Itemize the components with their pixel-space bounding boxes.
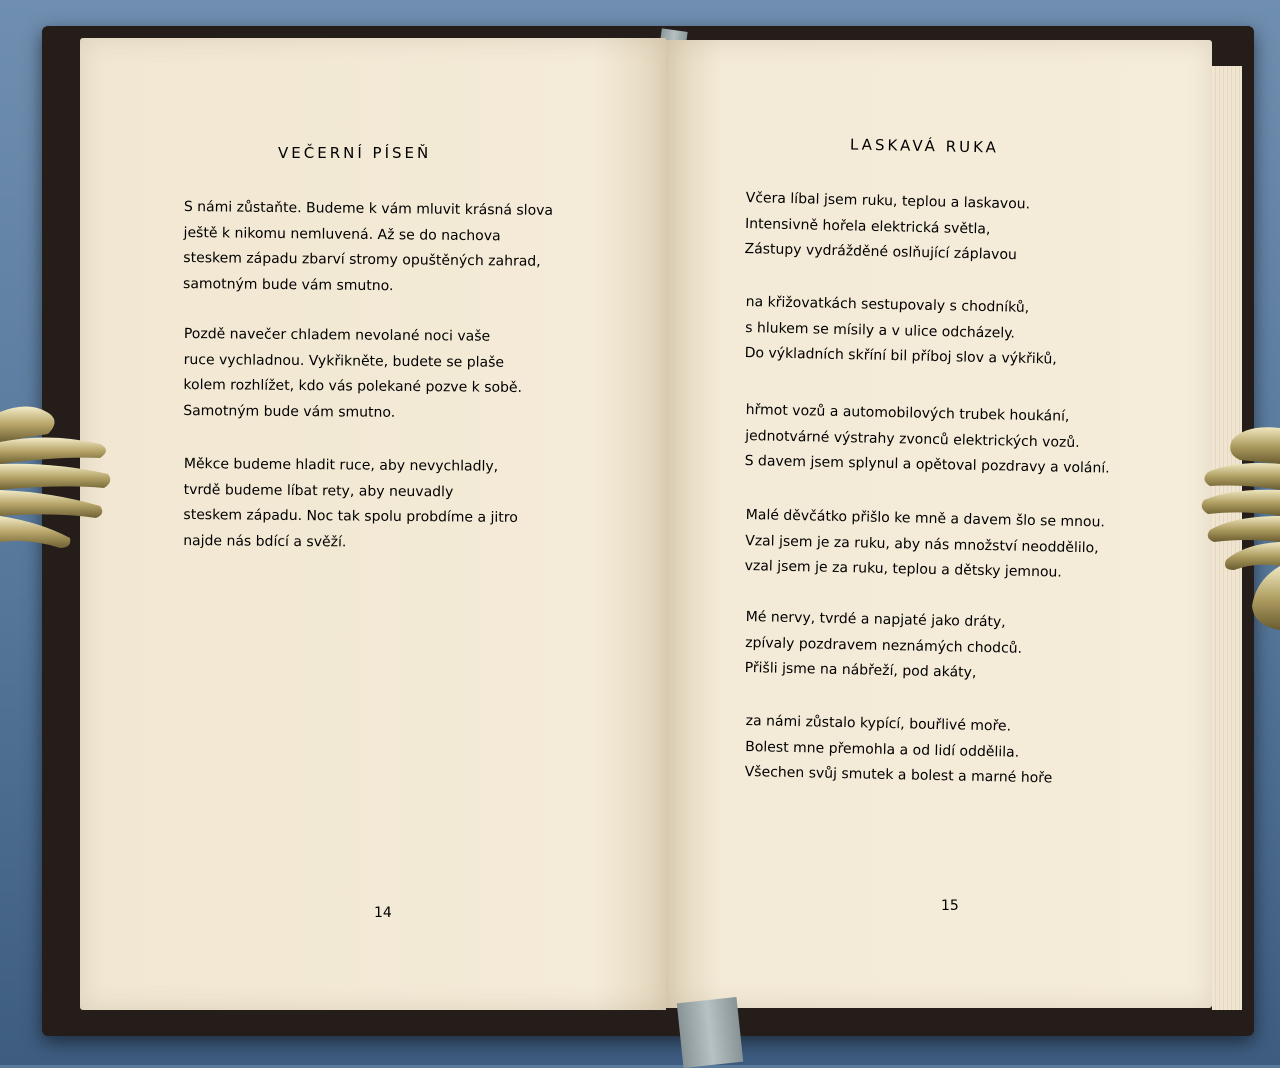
right-page-number: 15 — [941, 898, 959, 914]
right-stanza-1 — [744, 186, 1030, 269]
right-stanza-2 — [744, 290, 1058, 373]
right-stanza-3 — [744, 398, 1111, 482]
left-stanza-3 — [183, 452, 518, 557]
poem-line: tvrdě budeme líbat rety, aby neuvadly — [183, 481, 454, 500]
bookmark-ribbon-bottom — [677, 997, 743, 1068]
poem-line: Všechen svůj smutek a bolest a marné hoře — [744, 763, 1053, 787]
right-stanza-6 — [744, 709, 1053, 792]
poem-line: Intensivně hořela elektrická světla, — [744, 215, 991, 238]
poem-line: s hlukem se mísily a v ulice odcházely. — [745, 319, 1016, 342]
poem-line: Zástupy vydrážděné oslňující záplavou — [744, 240, 1018, 264]
poem-line: S davem jsem splynul a opětoval pozdravy a volání. — [744, 452, 1110, 477]
right-stanza-4 — [744, 503, 1105, 587]
right-page-clip — [1196, 420, 1280, 632]
poem-line: hřmot vozů a automobilových trubek houkání, — [745, 401, 1070, 425]
poem-line: Vzal jsem je za ruku, aby nás množství neoddělilo, — [745, 532, 1099, 556]
poem-line: zpívaly pozdravem neznámých chodců. — [745, 634, 1023, 657]
poem-line: steskem západu zbarví stromy opuštěných zahrad, — [183, 249, 541, 270]
poem-line: Malé děvčátko přišlo ke mně a davem šlo se mnou. — [745, 506, 1106, 531]
poem-line: jednotvárné výstrahy zvonců elektrických vozů. — [745, 427, 1080, 451]
poem-line: Včera líbal jsem ruku, teplou a laskavou. — [745, 189, 1031, 213]
poem-line: Samotným bude vám smutno. — [183, 402, 396, 421]
poem-line: najde nás bdící a svěží. — [183, 532, 347, 550]
left-page-number: 14 — [374, 905, 392, 921]
left-page-clip — [0, 392, 112, 552]
poem-line: Do výkladních skříní bil příboj slov a výkřiků, — [744, 344, 1057, 368]
right-page-title: LASKAVÁ RUKA — [849, 135, 1000, 157]
poem-line: kolem rozhlížet, kdo vás polekané pozve k sobě. — [183, 376, 523, 396]
poem-line: Pozdě navečer chladem nevolané noci vaše — [183, 325, 491, 345]
left-page-title: VEČERNÍ PÍSEŇ — [278, 144, 432, 162]
poem-line: ruce vychladnou. Vykřikněte, budete se plaše — [183, 351, 505, 371]
poem-line: samotným bude vám smutno. — [182, 275, 394, 294]
right-stanza-5 — [744, 605, 1022, 687]
poem-line: Přišli jsme na nábřeží, pod akáty, — [744, 659, 977, 681]
poem-line: vzal jsem je za ruku, teplou a dětsky jemnou. — [744, 557, 1062, 581]
poem-line: Mé nervy, tvrdé a napjaté jako dráty, — [745, 608, 1006, 631]
left-stanza-1 — [183, 195, 553, 301]
poem-line: steskem západu. Noc tak spolu probdíme a jitro — [183, 506, 518, 526]
poem-line: S námi zůstaňte. Budeme k vám mluvit krásná slova — [183, 198, 554, 219]
poem-line: na křižovatkách sestupovaly s chodníků, — [745, 293, 1030, 316]
poem-line: za námi zůstalo kypící, bouřlivé moře. — [745, 712, 1012, 735]
poem-line: ještě k nikomu nemluvená. Až se do nachova — [183, 224, 501, 244]
poem-line: Měkce budeme hladit ruce, aby nevychladly, — [183, 455, 499, 475]
poem-line: Bolest mne přemohla a od lidí oddělila. — [745, 738, 1020, 761]
left-stanza-2 — [183, 322, 522, 427]
